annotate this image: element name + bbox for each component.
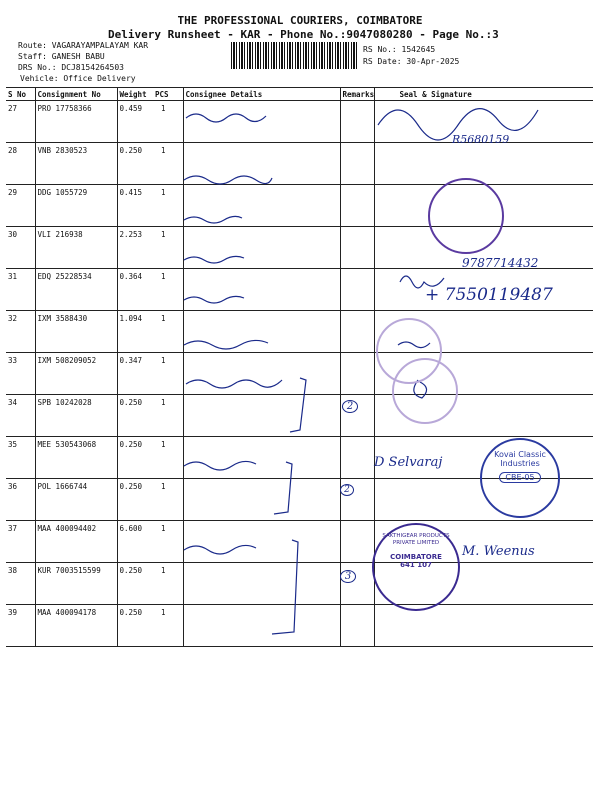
cell-weight: 0.415: [117, 185, 153, 227]
company-title: THE PROFESSIONAL COURIERS, COIMBATORE: [177, 14, 423, 27]
drs-label: DRS No.: DCJ8154264503: [18, 63, 124, 72]
cell-sno: 38: [6, 563, 35, 605]
staff-label: Staff: GANESH BABU: [18, 52, 105, 61]
cell-pcs: 1: [153, 143, 183, 185]
cell-consignment: PRO 17758366: [35, 101, 117, 143]
col-pcs: PCS: [153, 88, 183, 101]
cell-weight: 0.250: [117, 563, 153, 605]
cell-sno: 37: [6, 521, 35, 563]
cell-sno: 32: [6, 311, 35, 353]
scribble-28: [184, 176, 272, 184]
scribble-36: [184, 461, 292, 514]
cell-weight: 0.347: [117, 353, 153, 395]
scribble-34: [186, 378, 306, 432]
cell-consignment: MAA 400094178: [35, 605, 117, 647]
cell-consignment: MAA 400094402: [35, 521, 117, 563]
cell-pcs: 1: [153, 437, 183, 479]
cell-weight: 0.364: [117, 269, 153, 311]
handwritten-signature-weenus: M. Weenus: [462, 544, 535, 559]
cell-consignment: VLI 216938: [35, 227, 117, 269]
scribble-31: [184, 256, 244, 263]
remark-mark-38: 3: [340, 570, 356, 583]
cell-consignment: SPB 10242028: [35, 395, 117, 437]
cell-pcs: 1: [153, 269, 183, 311]
stamp-kovai-classic: [480, 438, 560, 518]
remark-mark-36: 2: [340, 484, 354, 496]
col-consignment: Consignment No: [35, 88, 117, 101]
scribble-30: [184, 216, 242, 223]
cell-consignment: POL 1666744: [35, 479, 117, 521]
cell-pcs: 1: [153, 605, 183, 647]
cell-consignment: EDQ 25228534: [35, 269, 117, 311]
handwritten-code: R5680159: [452, 133, 510, 146]
cell-sno: 29: [6, 185, 35, 227]
scribble-32: [184, 296, 244, 303]
stamp-kovai-code: CBE-05: [499, 472, 541, 483]
stamp-sakthigear: [372, 523, 460, 611]
cell-sno: 28: [6, 143, 35, 185]
cell-sno: 30: [6, 227, 35, 269]
stamp-sakthigear-city: COIMBATORE: [390, 553, 442, 561]
stamp-sakthigear-pin: 641 107: [400, 561, 432, 569]
scribble-33: [184, 340, 268, 349]
cell-weight: 0.250: [117, 143, 153, 185]
signature-scribble-31: [400, 276, 444, 288]
signature-scribble-27: [378, 109, 538, 140]
cell-sno: 36: [6, 479, 35, 521]
cell-pcs: 1: [153, 479, 183, 521]
handwritten-phone-1: 9787714432: [462, 256, 539, 270]
cell-sno: 35: [6, 437, 35, 479]
cell-weight: 0.459: [117, 101, 153, 143]
cell-pcs: 1: [153, 395, 183, 437]
cell-weight: 1.094: [117, 311, 153, 353]
rs-number: RS No.: 1542645: [363, 45, 436, 54]
handwritten-signature-selvaraj: D Selvaraj: [374, 455, 443, 470]
stamp-sakthigear-name: SAKTHIGEAR PRODUCTS PRIVATE LIMITED: [382, 533, 450, 546]
cell-pcs: 1: [153, 311, 183, 353]
scribble-38: [184, 540, 298, 634]
col-seal: Seal & Signature: [374, 88, 593, 101]
cell-weight: 6.600: [117, 521, 153, 563]
cell-weight: 2.253: [117, 227, 153, 269]
cell-weight: 0.250: [117, 479, 153, 521]
cell-sno: 34: [6, 395, 35, 437]
vehicle-label: Vehicle: Office Delivery: [20, 74, 136, 83]
cell-pcs: 1: [153, 185, 183, 227]
cell-sno: 27: [6, 101, 35, 143]
cell-sno: 31: [6, 269, 35, 311]
cell-pcs: 1: [153, 353, 183, 395]
cell-pcs: 1: [153, 101, 183, 143]
cell-pcs: 1: [153, 227, 183, 269]
cell-consignment: IXM 3588430: [35, 311, 117, 353]
cell-weight: 0.250: [117, 395, 153, 437]
route-label: Route: VAGARAYAMPALAYAM KAR: [18, 41, 149, 50]
cell-weight: 0.250: [117, 605, 153, 647]
stamp-kovai-name: Kovai Classic Industries: [494, 450, 546, 468]
scribble-27: [186, 114, 266, 122]
cell-sno: 33: [6, 353, 35, 395]
col-sno: S No: [6, 88, 35, 101]
remark-mark-34: 2: [342, 400, 358, 413]
col-remarks: Remarks: [340, 88, 374, 101]
col-consignee: Consignee Details: [183, 88, 340, 101]
cell-pcs: 1: [153, 521, 183, 563]
cell-consignment: MEE 530543068: [35, 437, 117, 479]
cell-pcs: 1: [153, 563, 183, 605]
rs-date: RS Date: 30-Apr-2025: [363, 57, 460, 66]
stamp-round-light-2: [392, 358, 458, 424]
cell-consignment: DDG 1055729: [35, 185, 117, 227]
cell-weight: 0.250: [117, 437, 153, 479]
cell-consignment: IXM 508209052: [35, 353, 117, 395]
cell-sno: 39: [6, 605, 35, 647]
col-weight: Weight: [117, 88, 153, 101]
stamp-round-purple-1: [428, 178, 504, 254]
runsheet-subtitle: Delivery Runsheet - KAR - Phone No.:9047080280 - Page No.:3: [108, 28, 499, 41]
cell-consignment: VNB 2830523: [35, 143, 117, 185]
handwritten-phone-2: + 7550119487: [425, 285, 553, 305]
cell-consignment: KUR 7003515599: [35, 563, 117, 605]
